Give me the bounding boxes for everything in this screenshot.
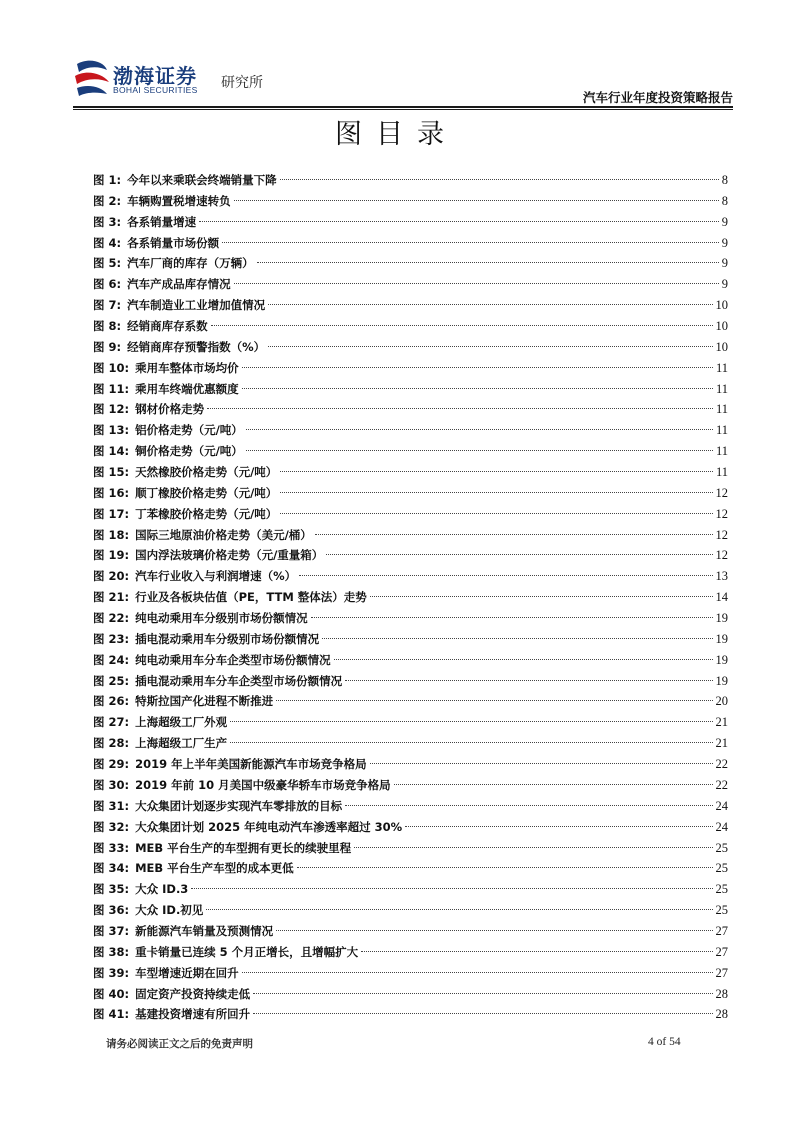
toc-entry-page: 9 [721,277,728,292]
toc-entry-number: 图 8: [93,319,122,334]
toc-entry[interactable] [93,441,728,462]
toc-leader-dots [242,972,713,973]
toc-entry-page: 11 [715,402,728,417]
toc-entry-number: 图 38: [93,944,130,959]
toc-entry-title: MEB 平台生产的车型拥有更长的续驶里程 [135,840,352,855]
toc-leader-dots [297,867,713,868]
toc-leader-dots [222,242,719,243]
toc-entry[interactable] [93,212,728,233]
toc-entry-page: 24 [715,798,728,813]
toc-entry-number: 图 39: [93,965,130,980]
toc-entry-number: 图 22: [93,611,130,626]
toc-entry-page: 11 [715,381,728,396]
toc-entry-page: 28 [715,986,728,1001]
toc-entry-page: 19 [715,652,728,667]
toc-entry-page: 12 [715,527,728,542]
toc-leader-dots [334,659,713,660]
toc-entry[interactable] [93,253,728,274]
toc-entry-number: 图 40: [93,986,130,1001]
toc-entry-title: MEB 平台生产车型的成本更低 [135,861,294,876]
toc-entry-title: 汽车行业收入与利润增速（%） [135,569,297,584]
toc-leader-dots [234,200,719,201]
toc-leader-dots [361,951,712,952]
toc-entry-title: 基建投资增速有所回升 [135,1007,251,1022]
toc-entry-title: 大众 ID.3 [135,882,189,897]
toc-entry-number: 图 27: [93,715,130,730]
toc-entry-title: 纯电动乘用车分车企类型市场份额情况 [135,652,331,667]
toc-leader-dots [230,742,712,743]
toc-entry-title: 上海超级工厂外观 [135,715,228,730]
toc-leader-dots [354,847,712,848]
header-divider [73,106,733,108]
toc-entry-number: 图 3: [93,214,122,229]
toc-entry-title: 顺丁橡胶价格走势（元/吨） [135,485,278,500]
toc-leader-dots [280,179,719,180]
toc-entry-number: 图 31: [93,798,130,813]
toc-entry[interactable] [93,796,728,817]
toc-entry-title: 汽车制造业工业增加值情况 [127,298,266,313]
toc-entry-number: 图 23: [93,631,130,646]
toc-entry-page: 22 [715,757,728,772]
toc-entry-number: 图 35: [93,882,130,897]
toc-entry-title: 铜价格走势（元/吨） [135,444,243,459]
header-divider-thin [73,109,733,110]
toc-leader-dots [246,450,713,451]
toc-entry-number: 图 37: [93,923,130,938]
toc-leader-dots [253,1013,712,1014]
toc-leader-dots [345,680,712,681]
toc-leader-dots [206,909,712,910]
toc-entry[interactable] [93,1004,728,1025]
toc-entry[interactable] [93,858,728,879]
toc-entry-page: 28 [715,1007,728,1022]
toc-entry-number: 图 19: [93,548,130,563]
toc-entry[interactable] [93,525,728,546]
toc-leader-dots [405,826,712,827]
toc-entry[interactable] [93,337,728,358]
toc-leader-dots [280,513,712,514]
toc-entry-number: 图 2: [93,193,122,208]
toc-entry-title: 天然橡胶价格走势（元/吨） [135,465,278,480]
toc-leader-dots [242,367,713,368]
toc-leader-dots [230,721,712,722]
toc-leader-dots [280,492,712,493]
toc-entry-number: 图 10: [93,360,130,375]
toc-entry-page: 12 [715,485,728,500]
toc-entry[interactable] [93,316,728,337]
toc-entry-page: 10 [715,339,728,354]
toc-leader-dots [242,388,713,389]
toc-entry-page: 11 [715,465,728,480]
toc-entry-page: 12 [715,506,728,521]
toc-entry-number: 图 34: [93,861,130,876]
toc-entry[interactable] [93,504,728,525]
toc-entry-number: 图 36: [93,903,130,918]
toc-entry-page: 8 [721,173,728,187]
toc-entry[interactable] [93,963,728,984]
toc-entry-page: 19 [715,631,728,646]
toc-entry[interactable] [93,775,728,796]
toc-entry[interactable] [93,191,728,212]
toc-entry-number: 图 32: [93,819,130,834]
toc-entry-title: 钢材价格走势 [135,402,205,417]
toc-leader-dots [311,617,713,618]
toc-entry[interactable] [93,671,728,692]
toc-entry-title: 固定资产投资持续走低 [135,986,251,1001]
institute-label: 研究所 [221,75,263,91]
toc-entry[interactable] [93,733,728,754]
toc-entry-page: 25 [715,840,728,855]
toc-entry-number: 图 4: [93,235,122,250]
figure-list [93,170,728,1025]
toc-entry-page: 21 [715,736,728,751]
toc-entry-title: 特斯拉国产化进程不断推进 [135,694,274,709]
toc-entry-title: 国内浮法玻璃价格走势（元/重量箱） [135,548,324,563]
toc-entry-page: 27 [715,965,728,980]
toc-entry-number: 图 11: [93,381,130,396]
toc-entry-number: 图 21: [93,590,130,605]
toc-entry-title: 铝价格走势（元/吨） [135,423,243,438]
toc-entry[interactable] [93,921,728,942]
toc-entry-title: 插电混动乘用车分级别市场份额情况 [135,631,320,646]
toc-entry[interactable] [93,984,728,1005]
toc-entry-number: 图 33: [93,840,130,855]
toc-entry-number: 图 12: [93,402,130,417]
toc-entry[interactable] [93,754,728,775]
toc-entry-page: 10 [715,319,728,334]
toc-entry[interactable] [93,358,728,379]
toc-entry-title: 乘用车终端优惠额度 [135,381,239,396]
toc-entry-title: 各系销量市场份额 [127,235,220,250]
toc-entry-page: 11 [715,423,728,438]
toc-entry-number: 图 7: [93,298,122,313]
toc-entry-number: 图 41: [93,1007,130,1022]
toc-entry[interactable] [93,274,728,295]
toc-leader-dots [253,993,712,994]
page-header [73,58,733,106]
toc-entry-number: 图 5: [93,256,122,271]
toc-entry-number: 图 15: [93,465,130,480]
toc-entry-title: 经销商库存预警指数（%） [127,339,266,354]
toc-entry[interactable] [93,233,728,254]
toc-entry[interactable] [93,170,728,191]
toc-entry[interactable] [93,650,728,671]
toc-leader-dots [276,930,712,931]
toc-entry-title: 丁苯橡胶价格走势（元/吨） [135,506,278,521]
toc-entry-title: 大众集团计划 2025 年纯电动汽车渗透率超过 30% [135,819,403,834]
report-type: 汽车行业年度投资策略报告 [582,90,733,105]
footer-disclaimer: 请务必阅读正文之后的免责声明 [106,1038,253,1050]
toc-entry-number: 图 30: [93,777,130,792]
toc-entry[interactable] [93,483,728,504]
toc-entry[interactable] [93,462,728,483]
toc-leader-dots [268,304,712,305]
toc-leader-dots [370,596,713,597]
toc-entry[interactable] [93,545,728,566]
toc-leader-dots [299,575,712,576]
toc-entry-title: 行业及各板块估值（PE，TTM 整体法）走势 [135,590,367,605]
toc-entry-title: 大众集团计划逐步实现汽车零排放的目标 [135,798,343,813]
toc-entry[interactable] [93,838,728,859]
toc-entry[interactable] [93,379,728,400]
toc-entry-page: 11 [715,444,728,459]
toc-entry-title: 汽车厂商的库存（万辆） [127,256,254,271]
toc-entry-number: 图 13: [93,423,130,438]
toc-entry[interactable] [93,566,728,587]
toc-entry-title: 纯电动乘用车分级别市场份额情况 [135,611,308,626]
toc-entry-number: 图 1: [93,173,122,187]
toc-entry-page: 24 [715,819,728,834]
toc-entry-number: 图 17: [93,506,130,521]
toc-entry-title: 汽车产成品库存情况 [127,277,231,292]
toc-entry-page: 13 [715,569,728,584]
toc-entry[interactable] [93,817,728,838]
toc-entry[interactable] [93,879,728,900]
toc-entry[interactable] [93,900,728,921]
toc-entry-page: 25 [715,882,728,897]
toc-entry-page: 20 [715,694,728,709]
toc-entry-number: 图 6: [93,277,122,292]
toc-leader-dots [315,534,713,535]
toc-entry-number: 图 14: [93,444,130,459]
toc-leader-dots [234,283,719,284]
toc-leader-dots [370,763,713,764]
toc-entry-page: 22 [715,777,728,792]
toc-entry-title: 今年以来乘联会终端销量下降 [127,173,277,187]
toc-entry-page: 9 [721,256,728,271]
toc-entry[interactable] [93,691,728,712]
toc-entry[interactable] [93,295,728,316]
toc-entry-number: 图 25: [93,673,130,688]
toc-entry[interactable] [93,399,728,420]
bohai-logo-icon [73,58,111,98]
toc-entry-title: 国际三地原油价格走势（美元/桶） [135,527,312,542]
toc-entry[interactable] [93,942,728,963]
toc-entry-number: 图 20: [93,569,130,584]
toc-entry-page: 11 [715,360,728,375]
toc-entry-number: 图 24: [93,652,130,667]
toc-entry[interactable] [93,629,728,650]
toc-entry-title: 经销商库存系数 [127,319,208,334]
toc-entry-page: 27 [715,923,728,938]
toc-entry-title: 2019 年前 10 月美国中级豪华轿车市场竞争格局 [135,777,391,792]
toc-leader-dots [246,429,713,430]
toc-entry[interactable] [93,587,728,608]
toc-leader-dots [207,408,713,409]
toc-entry[interactable] [93,608,728,629]
page-number: 4 of 54 [648,1036,681,1048]
toc-entry-number: 图 28: [93,736,130,751]
toc-entry-page: 25 [715,861,728,876]
toc-entry-number: 图 18: [93,527,130,542]
toc-entry-page: 9 [721,214,728,229]
toc-entry-page: 9 [721,235,728,250]
toc-entry-title: 车型增速近期在回升 [135,965,239,980]
toc-entry-number: 图 26: [93,694,130,709]
toc-entry-title: 车辆购置税增速转负 [127,193,231,208]
toc-leader-dots [276,700,712,701]
toc-entry-page: 14 [715,590,728,605]
toc-entry[interactable] [93,420,728,441]
toc-entry-page: 19 [715,611,728,626]
toc-leader-dots [322,638,712,639]
toc-entry-page: 25 [715,903,728,918]
toc-leader-dots [268,346,712,347]
toc-entry-title: 重卡销量已连续 5 个月正增长，且增幅扩大 [135,944,359,959]
toc-leader-dots [199,221,719,222]
toc-leader-dots [394,784,713,785]
toc-entry-title: 乘用车整体市场均价 [135,360,239,375]
toc-entry-number: 图 16: [93,485,130,500]
toc-entry-page: 27 [715,944,728,959]
toc-entry-title: 新能源汽车销量及预测情况 [135,923,274,938]
logo-english-name: BOHAI SECURITIES [113,85,198,95]
toc-entry-title: 上海超级工厂生产 [135,736,228,751]
toc-leader-dots [257,262,719,263]
toc-entry-title: 大众 ID.初见 [135,903,204,918]
toc-entry-page: 21 [715,715,728,730]
toc-entry-page: 19 [715,673,728,688]
toc-entry-title: 2019 年上半年美国新能源汽车市场竞争格局 [135,757,367,772]
toc-leader-dots [211,325,713,326]
toc-entry[interactable] [93,712,728,733]
toc-title: 图目录 [335,119,458,150]
toc-entry-page: 10 [715,298,728,313]
toc-entry-page: 12 [715,548,728,563]
toc-leader-dots [191,888,712,889]
logo-chinese-name: 渤海证券 [113,64,197,88]
toc-leader-dots [345,805,712,806]
toc-entry-number: 图 9: [93,339,122,354]
toc-entry-number: 图 29: [93,757,130,772]
toc-entry-title: 各系销量增速 [127,214,197,229]
toc-leader-dots [280,471,713,472]
toc-leader-dots [326,554,712,555]
toc-entry-page: 8 [721,193,728,208]
toc-entry-title: 插电混动乘用车分车企类型市场份额情况 [135,673,343,688]
